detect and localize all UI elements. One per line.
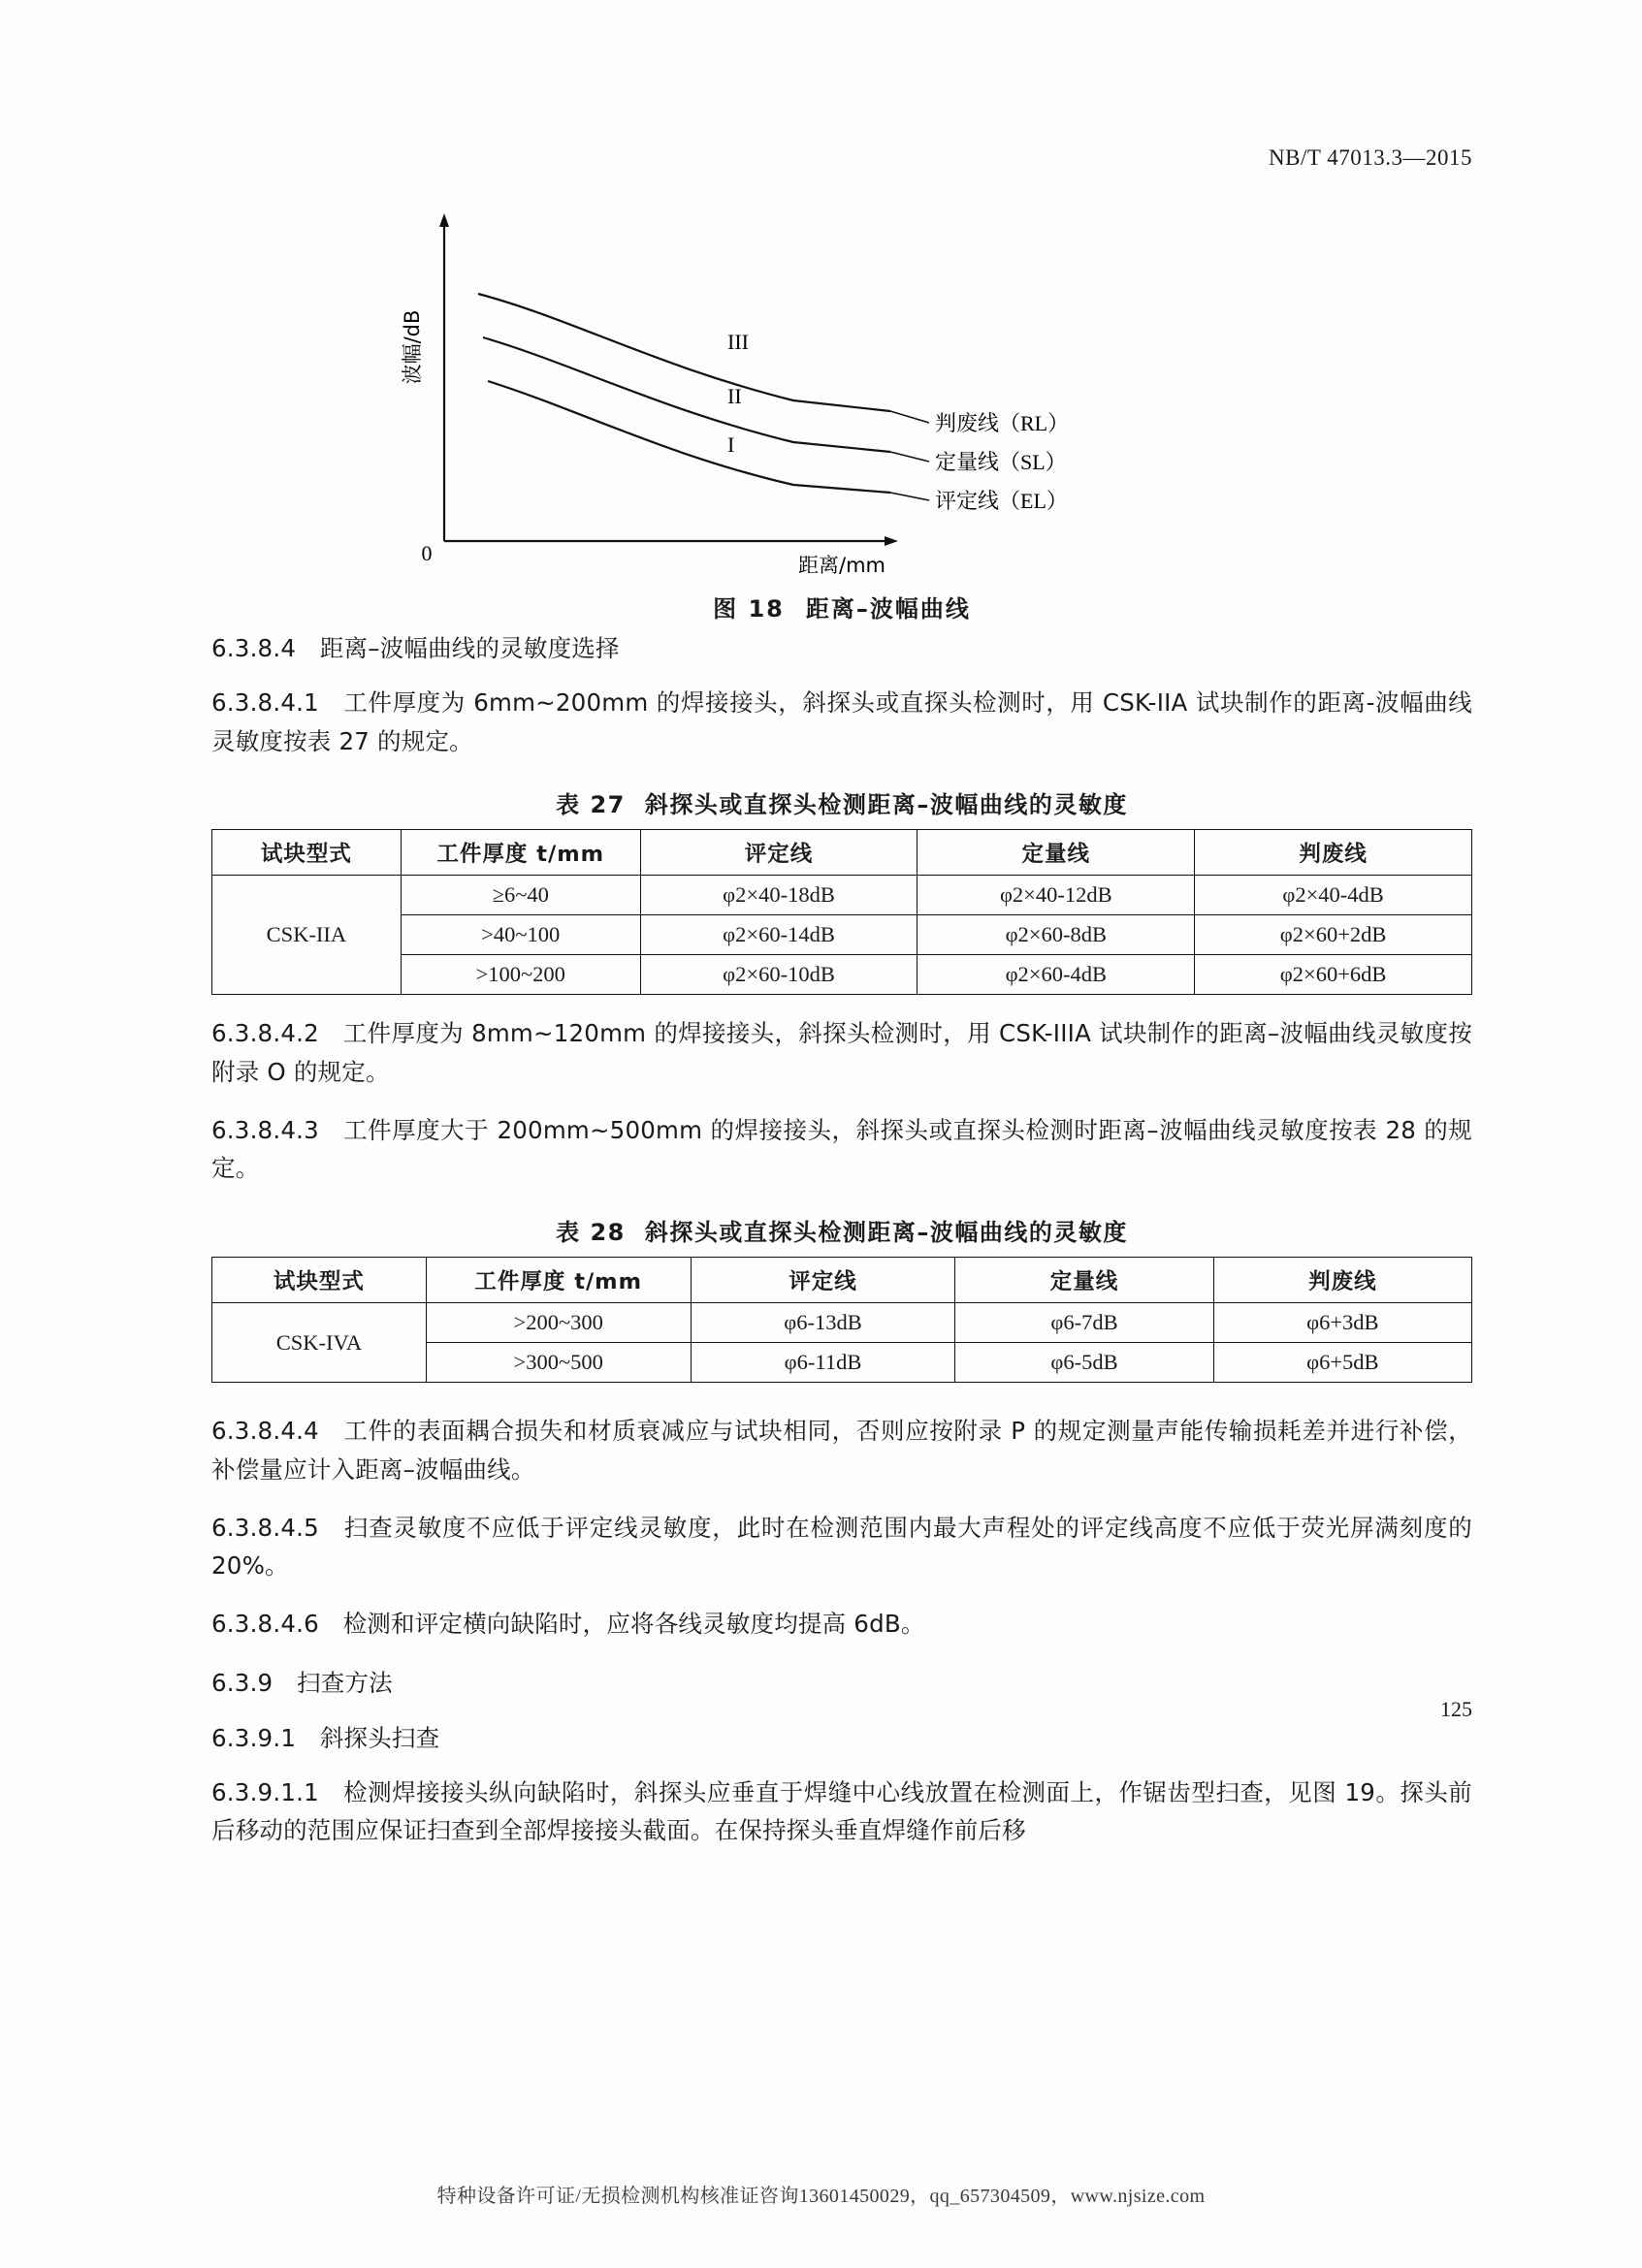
table-28-r1-el: φ6-13dB	[691, 1303, 955, 1343]
table-28-r1-rl: φ6+3dB	[1213, 1303, 1471, 1343]
table-28-r2-el: φ6-11dB	[691, 1343, 955, 1383]
page-content	[211, 145, 1472, 1850]
figure-18	[211, 202, 1472, 623]
table-27-header-sizing: 定量线	[918, 830, 1195, 876]
origin-label: 0	[421, 541, 433, 565]
table-28-header-evaluation: 评定线	[691, 1258, 955, 1303]
table-28-title-number: 表 28	[556, 1219, 626, 1247]
table-28-r2-thickness: >300~500	[426, 1343, 691, 1383]
table-row	[212, 955, 1472, 995]
sizing-line-label: 定量线（SL）	[935, 450, 1067, 474]
curve-label-iii: III	[727, 330, 749, 354]
page-number: 125	[1440, 1697, 1472, 1721]
table-28-r1-thickness: >200~300	[426, 1303, 691, 1343]
table-27-r3-sl: φ2×60-4dB	[918, 955, 1195, 995]
table-27-r2-rl: φ2×60+2dB	[1195, 915, 1472, 955]
table-28-title-text: 斜探头或直探头检测距离–波幅曲线的灵敏度	[644, 1219, 1128, 1247]
paragraph-6-3-8-4-3: 6.3.8.4.3 工件厚度大于 200mm~500mm 的焊接接头，斜探头或直探头检测时距离–波幅曲线灵敏度按表 28 的规定。	[211, 1115, 1472, 1183]
table-28-header-reject: 判废线	[1213, 1258, 1471, 1303]
table-27-r3-el: φ2×60-10dB	[640, 955, 918, 995]
curve-label-ii: II	[727, 384, 742, 408]
table-27-header-block-type: 试块型式	[212, 830, 402, 876]
table-27-r2-sl: φ2×60-8dB	[918, 915, 1195, 955]
table-27	[211, 829, 1472, 995]
table-27-r2-el: φ2×60-14dB	[640, 915, 918, 955]
table-28	[211, 1257, 1472, 1383]
table-row	[212, 1303, 1472, 1343]
paragraph-6-3-8-4-2: 6.3.8.4.2 工件厚度为 8mm~120mm 的焊接接头，斜探头检测时，用 CSK-IIIA 试块制作的距离–波幅曲线灵敏度按附录 O 的规定。	[211, 1019, 1472, 1087]
distance-amplitude-curve-chart	[386, 202, 1181, 590]
curve-label-i: I	[727, 432, 735, 457]
paragraph-6-3-8-4-4: 6.3.8.4.4 工件的表面耦合损失和材质衰减应与试块相同，否则应按附录 P 的规定测量声能传输损耗差并进行补偿，补偿量应计入距离–波幅曲线。	[211, 1417, 1472, 1484]
reject-line-label: 判废线（RL）	[935, 411, 1070, 435]
table-28-header-block-type: 试块型式	[212, 1258, 427, 1303]
table-27-r1-el: φ2×40-18dB	[640, 876, 918, 915]
table-28-r2-rl: φ6+5dB	[1213, 1343, 1471, 1383]
table-27-header-thickness: 工件厚度 t/mm	[401, 830, 640, 876]
table-28-block-type: CSK-IVA	[212, 1303, 427, 1383]
table-28-title	[211, 1213, 1472, 1247]
y-axis-label: 波幅/dB	[401, 309, 424, 385]
table-27-title	[211, 785, 1472, 819]
section-6-3-8-4-heading: 6.3.8.4 距离–波幅曲线的灵敏度选择	[211, 634, 620, 662]
table-28-header-sizing: 定量线	[955, 1258, 1213, 1303]
table-27-r2-thickness: >40~100	[401, 915, 640, 955]
figure-caption-text: 距离–波幅曲线	[805, 595, 971, 623]
figure-caption-number: 图 18	[713, 595, 785, 623]
table-27-r1-thickness: ≥6~40	[401, 876, 640, 915]
table-27-r3-thickness: >100~200	[401, 955, 640, 995]
table-28-header-row	[212, 1258, 1472, 1303]
standard-code-header: NB/T 47013.3—2015	[1269, 145, 1472, 170]
paragraph-6-3-8-4-1: 6.3.8.4.1 工件厚度为 6mm~200mm 的焊接接头，斜探头或直探头检测时，用 CSK-IIA 试块制作的距离-波幅曲线灵敏度按表 27 的规定。	[211, 688, 1472, 755]
evaluation-line-label: 评定线（EL）	[935, 489, 1068, 513]
table-27-title-number: 表 27	[556, 791, 626, 819]
table-27-header-evaluation: 评定线	[640, 830, 918, 876]
table-28-r2-sl: φ6-5dB	[955, 1343, 1213, 1383]
table-27-r1-sl: φ2×40-12dB	[918, 876, 1195, 915]
table-27-header-reject: 判废线	[1195, 830, 1472, 876]
section-6-3-9-heading: 6.3.9 扫查方法	[211, 1668, 393, 1697]
table-27-r1-rl: φ2×40-4dB	[1195, 876, 1472, 915]
table-28-header-thickness: 工件厚度 t/mm	[426, 1258, 691, 1303]
x-axis-label: 距离/mm	[798, 554, 885, 577]
table-27-header-row	[212, 830, 1472, 876]
figure-caption	[211, 590, 1472, 623]
section-6-3-9-1-heading: 6.3.9.1 斜探头扫查	[211, 1723, 440, 1752]
paragraph-6-3-8-4-6: 6.3.8.4.6 检测和评定横向缺陷时，应将各线灵敏度均提高 6dB。	[211, 1609, 925, 1638]
table-27-title-text: 斜探头或直探头检测距离–波幅曲线的灵敏度	[644, 791, 1128, 819]
footer-watermark: 特种设备许可证/无损检测机构核准证咨询13601450029，qq_657304509，www.njsize.com	[436, 2186, 1206, 2207]
table-27-block-type: CSK-IIA	[212, 876, 402, 995]
paragraph-6-3-9-1-1: 6.3.9.1.1 检测焊接接头纵向缺陷时，斜探头应垂直于焊缝中心线放置在检测面上，作锯齿型扫查，见图 19。探头前后移动的范围应保证扫查到全部焊接接头截面。在保持探头垂直焊缝作前后移	[211, 1777, 1472, 1845]
table-row	[212, 876, 1472, 915]
table-28-r1-sl: φ6-7dB	[955, 1303, 1213, 1343]
table-row	[212, 915, 1472, 955]
table-27-r3-rl: φ2×60+6dB	[1195, 955, 1472, 995]
paragraph-6-3-8-4-5: 6.3.8.4.5 扫查灵敏度不应低于评定线灵敏度，此时在检测范围内最大声程处的评定线高度不应低于荧光屏满刻度的 20%。	[211, 1513, 1472, 1581]
